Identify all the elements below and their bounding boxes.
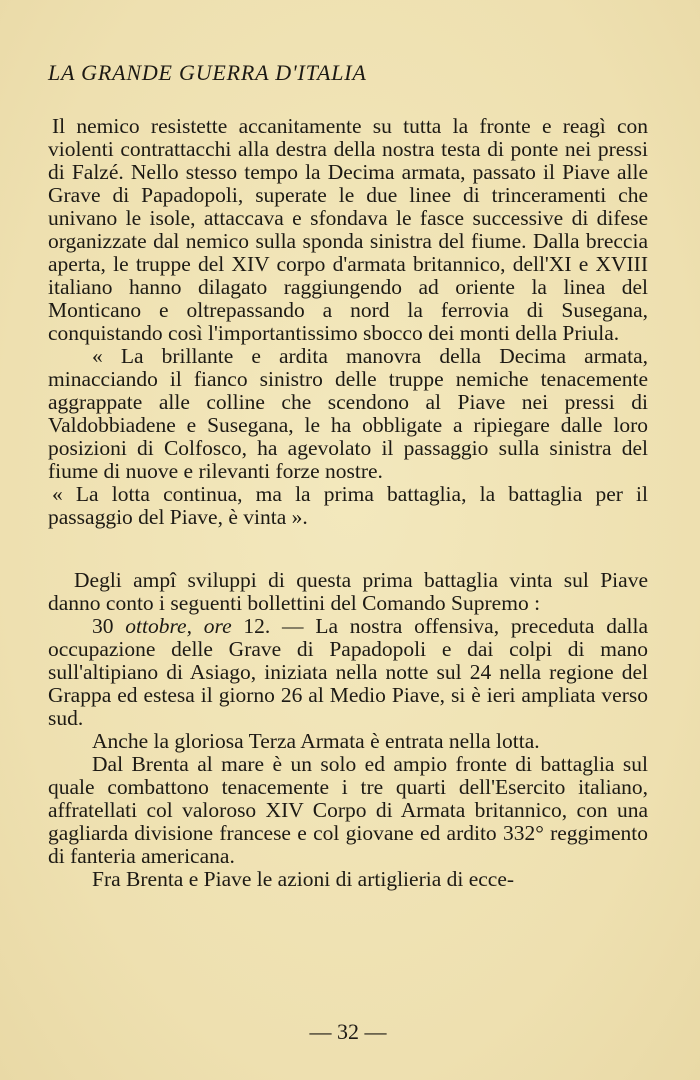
- paragraph-4: Degli ampî sviluppi di questa prima battaglia vinta sul Piave danno conto i seguenti bollettini del Comando Supremo :: [48, 568, 648, 615]
- book-page: [48, 0, 648, 1080]
- paragraph-1: Il nemico resistette accanitamente su tutta la fronte e reagì con violenti contrattacchi alla destra della nostra testa di ponte nei pressi di Falzé. Nello stesso tempo la Decima armata, passato il Piave alle Grave di Papadopoli, superate le due linee di trinceramenti che univano le isole, attaccava e sfondava le fasce successive di difese organizzate dal nemico sulla sponda sinistra del fiume. Dalla breccia aperta, le truppe del XIV corpo d'armata britannico, dell'XI e XVIII italiano hanno dilagato raggiungendo ad oriente la linea del Monticano e oltrepassando a nord la ferrovia di Susegana, conquistando così l'importantissimo sbocco dei monti della Priula.: [48, 114, 648, 345]
- paragraph-5: [48, 615, 648, 730]
- paragraph-3: « La lotta continua, ma la prima battaglia, la battaglia per il passaggio del Piave, è vinta ».: [48, 482, 648, 529]
- body-text: [48, 115, 648, 891]
- bulletin-date: 30: [92, 614, 126, 638]
- page-number: — 32 —: [309, 1019, 387, 1044]
- paragraph-7: Dal Brenta al mare è un solo ed ampio fronte di battaglia sul quale combattono tenacemente i tre quarti dell'Esercito italiano, affratellati col valoroso XIV Corpo di Armata britannico, con una gagliarda divisione francese e col giovane ed ardito 332° reggimento di fanteria americana.: [48, 752, 648, 868]
- paragraph-8: Fra Brenta e Piave le azioni di artiglieria di ecce-: [92, 867, 515, 891]
- bulletin-time: 12. —: [231, 614, 316, 638]
- paragraph-6: Anche la gloriosa Terza Armata è entrata nella lotta.: [92, 729, 540, 753]
- bulletin-date-italic: ottobre, ore: [125, 614, 232, 638]
- running-title: LA GRANDE GUERRA D'ITALIA: [48, 60, 367, 85]
- section-gap: [48, 529, 648, 569]
- bulletin-text: La nostra offensiva, preceduta dalla occupazione delle Grave di Papadopoli e dai colpi di mano sull'altipiano di Asiago, iniziata nella notte sul 24 nella regione del Grappa ed estesa il giorno 26 al Medio Piave, si è ieri ampliata verso sud.: [48, 614, 648, 730]
- paragraph-2: « La brillante e ardita manovra della Decima armata, minacciando il fianco sinistro delle truppe nemiche tenacemente aggrappate alle colline che scendono al Piave nei pressi di Valdobbiadene e Susegana, le ha obbligate a ripiegare dalle loro posizioni di Colfosco, ha agevolato il passaggio sulla sinistra del fiume di nuove e rilevanti forze nostre.: [48, 344, 648, 483]
